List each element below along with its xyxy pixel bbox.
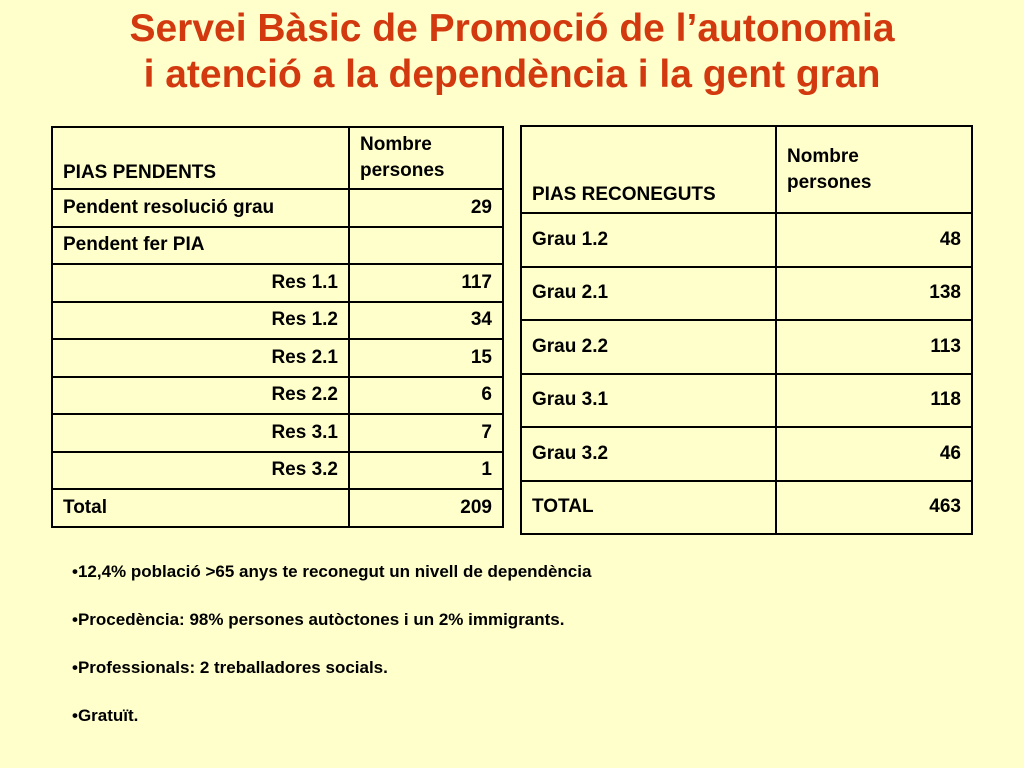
row-value: 29 bbox=[349, 189, 503, 227]
title-line-1: Servei Bàsic de Promoció de l’autonomia bbox=[129, 7, 895, 50]
header-count-cell bbox=[776, 126, 972, 213]
row-value: 113 bbox=[776, 320, 972, 374]
table-total-row bbox=[521, 481, 972, 535]
table-row bbox=[52, 377, 503, 415]
title-line-2: i atenció a la dependència i la gent gran bbox=[143, 53, 881, 96]
row-label: Total bbox=[52, 489, 349, 527]
table-row bbox=[521, 427, 972, 481]
row-value: 6 bbox=[349, 377, 503, 415]
row-label: Res 3.1 bbox=[52, 414, 349, 452]
row-label: Pendent fer PIA bbox=[52, 227, 349, 265]
header-count-line-2: persones bbox=[360, 160, 445, 181]
row-value: 1 bbox=[349, 452, 503, 490]
table-row bbox=[521, 320, 972, 374]
row-label: Grau 2.2 bbox=[521, 320, 776, 374]
header-count-line-1: Nombre bbox=[360, 134, 432, 155]
table-row bbox=[52, 452, 503, 490]
header-label-cell: PIAS PENDENTS bbox=[52, 127, 349, 189]
table-row bbox=[52, 339, 503, 377]
row-value: 48 bbox=[776, 213, 972, 267]
header-label-cell: PIAS RECONEGUTS bbox=[521, 126, 776, 213]
table-row bbox=[521, 213, 972, 267]
row-label: Grau 2.1 bbox=[521, 267, 776, 321]
row-label: Res 1.1 bbox=[52, 264, 349, 302]
row-label: Res 1.2 bbox=[52, 302, 349, 340]
table-row bbox=[52, 227, 503, 265]
note-item: •Procedència: 98% persones autòctones i un 2% immigrants. bbox=[72, 610, 565, 629]
row-label: Res 2.2 bbox=[52, 377, 349, 415]
row-label: Grau 3.1 bbox=[521, 374, 776, 428]
row-value bbox=[349, 227, 503, 265]
page-title bbox=[0, 6, 1024, 98]
row-value: 34 bbox=[349, 302, 503, 340]
row-value: 15 bbox=[349, 339, 503, 377]
table-header-row bbox=[52, 127, 503, 189]
notes-list bbox=[72, 562, 591, 754]
row-label: TOTAL bbox=[521, 481, 776, 535]
table-row bbox=[52, 189, 503, 227]
row-label: Pendent resolució grau bbox=[52, 189, 349, 227]
pias-pendents-table bbox=[51, 126, 504, 528]
table-row bbox=[521, 267, 972, 321]
row-value: 46 bbox=[776, 427, 972, 481]
table-row bbox=[521, 374, 972, 428]
row-label: Res 3.2 bbox=[52, 452, 349, 490]
table-total-row bbox=[52, 489, 503, 527]
header-count-cell bbox=[349, 127, 503, 189]
header-count-line-2: persones bbox=[787, 171, 872, 193]
note-item: •Professionals: 2 treballadores socials. bbox=[72, 658, 388, 677]
row-value: 463 bbox=[776, 481, 972, 535]
row-value: 117 bbox=[349, 264, 503, 302]
table-row bbox=[52, 264, 503, 302]
row-value: 7 bbox=[349, 414, 503, 452]
pias-reconeguts-table bbox=[520, 125, 973, 535]
header-count-line-1: Nombre bbox=[787, 145, 859, 167]
table-row bbox=[52, 302, 503, 340]
table-row bbox=[52, 414, 503, 452]
table-header-row bbox=[521, 126, 972, 213]
row-value: 138 bbox=[776, 267, 972, 321]
row-label: Res 2.1 bbox=[52, 339, 349, 377]
note-item: •12,4% població >65 anys te reconegut un nivell de dependència bbox=[72, 562, 592, 581]
note-item: •Gratuït. bbox=[72, 706, 139, 725]
row-value: 118 bbox=[776, 374, 972, 428]
row-label: Grau 1.2 bbox=[521, 213, 776, 267]
row-label: Grau 3.2 bbox=[521, 427, 776, 481]
row-value: 209 bbox=[349, 489, 503, 527]
